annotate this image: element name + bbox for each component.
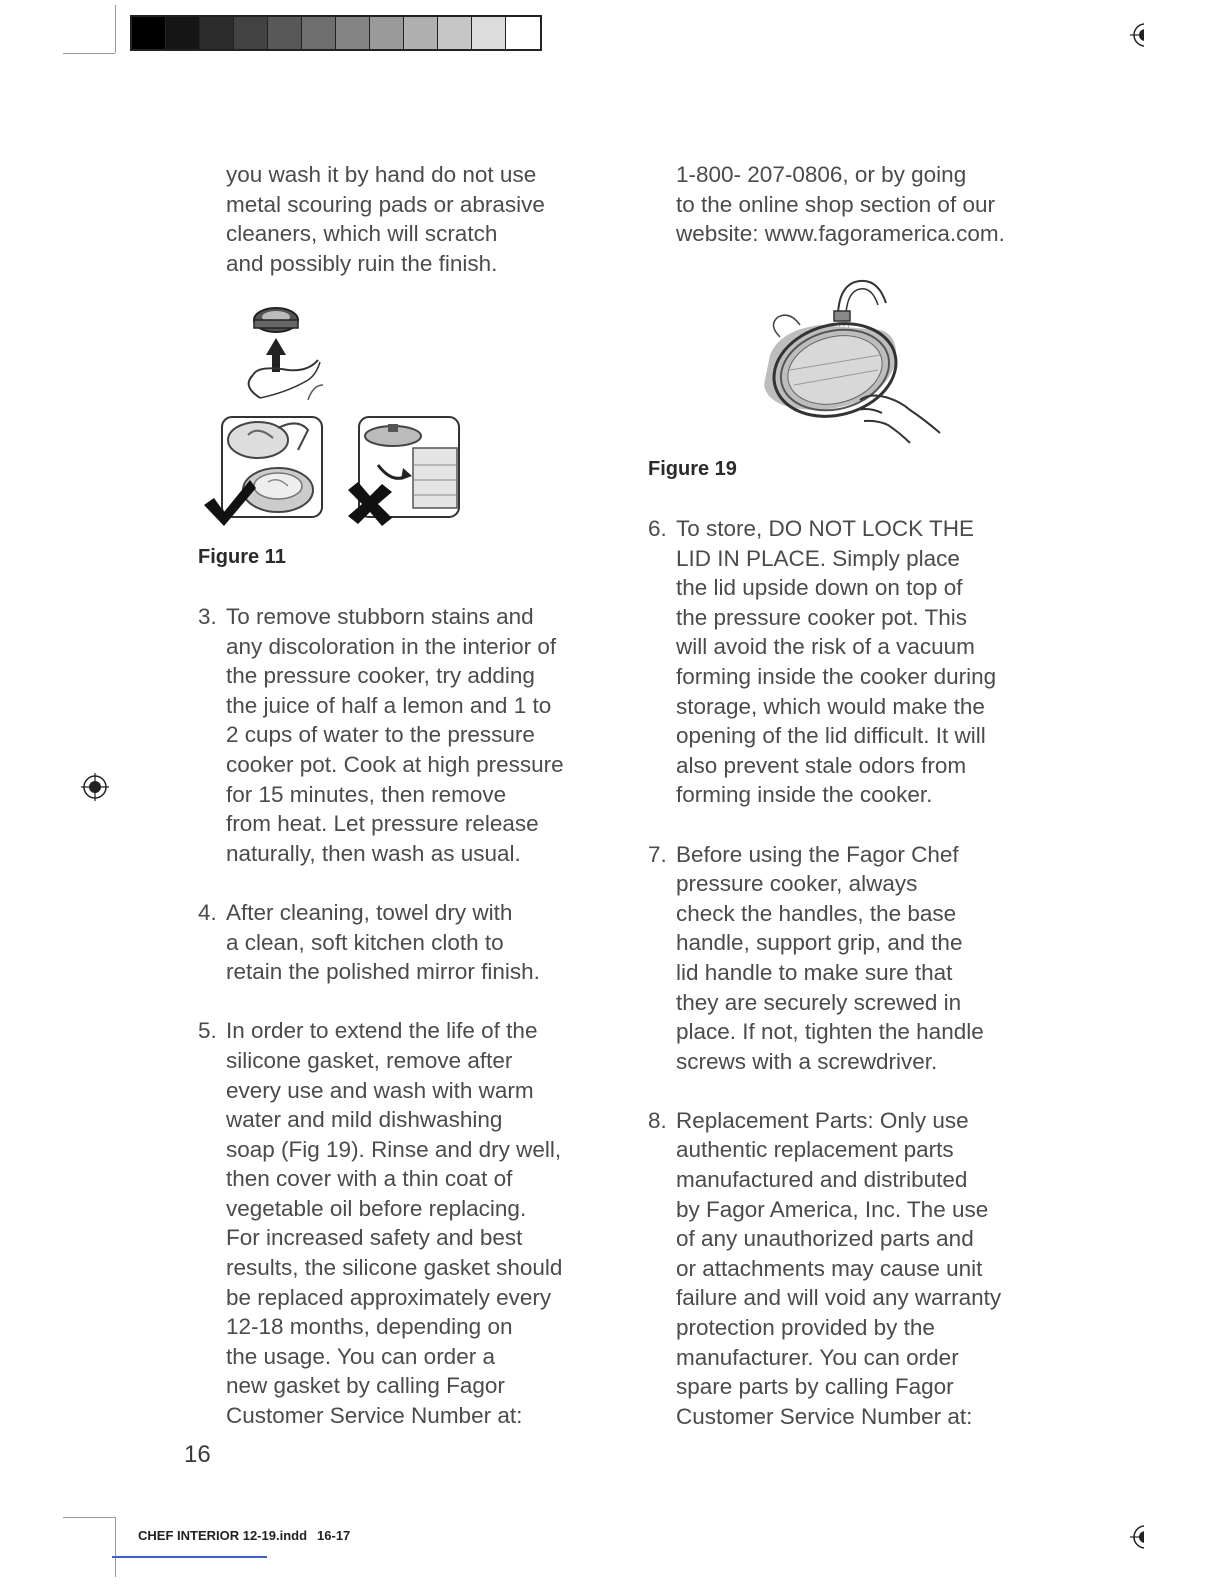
calibration-swatch bbox=[438, 17, 472, 49]
figure-11-illustration bbox=[198, 300, 468, 530]
list-item-number: 8. bbox=[648, 1107, 667, 1133]
figure-11-caption: Figure 11 bbox=[198, 546, 286, 568]
calibration-swatch bbox=[200, 17, 234, 49]
left-list bbox=[198, 602, 608, 1431]
registration-mark-top-right-icon bbox=[1130, 20, 1144, 50]
silicone-gasket-icon bbox=[763, 310, 906, 429]
list-item-number: 3. bbox=[198, 604, 217, 629]
list-item-text: To remove stubborn stains and any discoloration in the interior of the pressure cooker, try adding the juice of half a lemon and 1 to 2 cups of water to the pressure cooker pot. Cook at high pressure for 15 minutes, then remove from heat. Let pressure release naturally, then wash as usual. bbox=[226, 604, 564, 866]
figure-19-illustration bbox=[760, 275, 950, 445]
calibration-swatch bbox=[234, 17, 268, 49]
slug-underline bbox=[112, 1556, 267, 1558]
list-item-number: 6. bbox=[648, 516, 667, 541]
list-item-7 bbox=[648, 840, 1058, 1077]
crop-mark-bottom-left-h bbox=[63, 1517, 115, 1518]
crop-mark-top-left-v bbox=[115, 5, 116, 53]
figure-19-caption: Figure 19 bbox=[648, 458, 737, 480]
calibration-swatch bbox=[132, 17, 166, 49]
calibration-color-bar bbox=[130, 15, 542, 51]
page-number: 16 bbox=[184, 1441, 211, 1468]
calibration-swatch bbox=[472, 17, 506, 49]
list-item-text: Replacement Parts: Only use authentic replacement parts manufactured and distributed by Fagor America, Inc. The use of any unauthorized parts and or attachments may cause unit failure and will void any warranty protection provided by the manufacturer. You can order spare parts by calling Fagor Customer Service Number at: bbox=[676, 1107, 1002, 1429]
slug-filename: CHEF INTERIOR 12-19.indd bbox=[138, 1528, 308, 1543]
list-item-text: To store, DO NOT LOCK THE LID IN PLACE. Simply place the lid upside down on top of the pressure cooker pot. This will avoid the risk of a vacuum forming inside the cooker during storage, which would make the opening of the lid difficult. It will also prevent stale odors from forming inside the cooker. bbox=[676, 516, 997, 808]
list-item-text: In order to extend the life of the silicone gasket, remove after every use and wash with warm water and mild dishwashing soap (Fig 19). Rinse and dry well, then cover with a thin coat of vegetable oil before replacing. For increased safety and best results, the silicone gasket should be replaced approximately every 12-18 months, depending on the usage. You can order a new gasket by calling Fagor Customer Service Number at: bbox=[226, 1018, 563, 1429]
calibration-swatch bbox=[404, 17, 438, 49]
pressure-valve-icon bbox=[249, 308, 323, 400]
list-item-text: Before using the Fagor Chef pressure cooker, always check the handles, the base handle, support grip, and the lid handle to make sure that they are securely screwed in place. If not, tighten the handle screws with a screwdriver. bbox=[676, 841, 984, 1074]
list-item-number: 7. bbox=[648, 841, 667, 867]
right-list bbox=[648, 514, 1058, 1431]
registration-mark-icon bbox=[80, 772, 110, 802]
list-item-8 bbox=[648, 1106, 1058, 1432]
list-item-3 bbox=[198, 602, 608, 868]
calibration-swatch bbox=[302, 17, 336, 49]
list-item-number: 4. bbox=[198, 899, 217, 925]
crop-mark-bottom-left-v bbox=[115, 1517, 116, 1577]
list-item-6 bbox=[648, 514, 1058, 810]
calibration-swatch bbox=[370, 17, 404, 49]
right-intro-paragraph: 1-800- 207-0806, or by going to the online shop section of our website: www.fagoramerica.com. bbox=[676, 162, 1005, 247]
list-item-4 bbox=[198, 898, 608, 987]
print-slug bbox=[138, 1528, 350, 1543]
list-item-text: After cleaning, towel dry with a clean, soft kitchen cloth to retain the polished mirror finish. bbox=[226, 899, 540, 985]
crop-mark-top-left-h bbox=[63, 53, 115, 54]
calibration-swatch bbox=[336, 17, 370, 49]
calibration-swatch bbox=[166, 17, 200, 49]
list-item-number: 5. bbox=[198, 1018, 217, 1044]
list-item-5 bbox=[198, 1016, 608, 1430]
calibration-swatch bbox=[268, 17, 302, 49]
calibration-swatch bbox=[506, 17, 540, 49]
slug-pages: 16-17 bbox=[317, 1528, 351, 1543]
left-intro-paragraph: you wash it by hand do not use metal scouring pads or abrasive cleaners, which will scratch and possibly ruin the finish. bbox=[226, 162, 545, 276]
registration-mark-bottom-right-icon bbox=[1130, 1522, 1144, 1552]
